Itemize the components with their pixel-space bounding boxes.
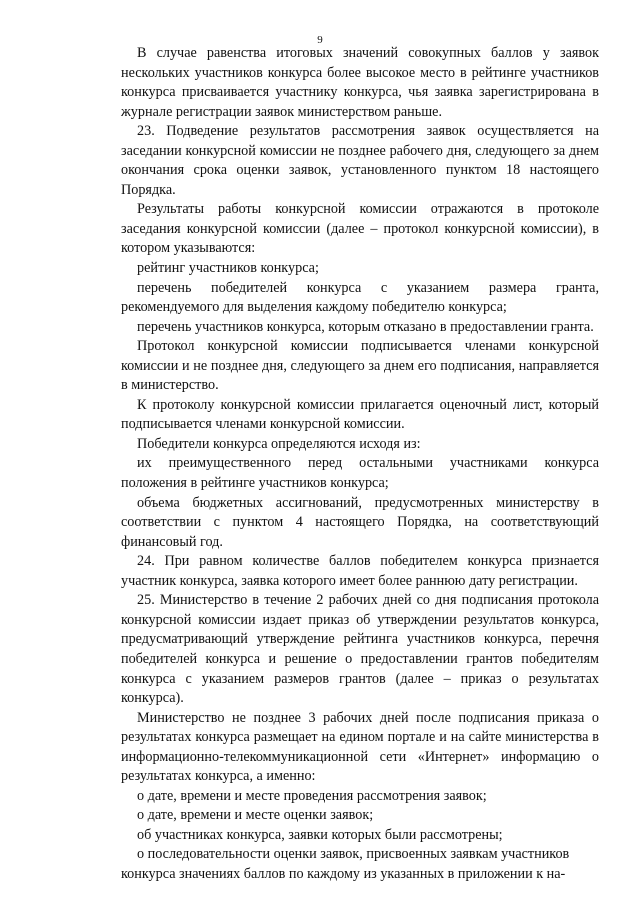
paragraph-list-winners: перечень победителей конкурса с указанием размера гранта, рекомендуемого для выделения каждому победителю конкурса; <box>121 279 599 316</box>
paragraph-item-24: 24. При равном количестве баллов победителем конкурса признается участник конкурса, заявка которого имеет более раннюю дату регистрации. <box>121 553 599 589</box>
paragraph-protocol-results: Результаты работы конкурсной комиссии отражаются в протоколе заседания конкурсной комиссии (далее – протокол конкурсной комиссии), в котором указываются: <box>121 201 599 257</box>
paragraph-list-rating: рейтинг участников конкурса; <box>137 260 319 277</box>
paragraph-item-25: 25. Министерство в течение 2 рабочих дней со дня подписания протокола конкурсной комиссии издает приказ об утверждении результатов конкурса, предусматривающий утверждение рейтинга участников конкурса, перечня победителей конкурса и решение о предоставлении грантов победителям конкурса с указанием размеров грантов (далее – приказ о результатах конкурса). <box>121 592 599 707</box>
paragraph-criteria-rating: их преимущественного перед остальными участниками конкурса положения в рейтинге участников конкурса; <box>121 455 599 492</box>
paragraph-publication: Министерство не позднее 3 рабочих дней после подписания приказа о результатах конкурса размещает на едином портале и на сайте министерства в информационно-телекоммуникационной сети «Интернет» информацию о результатах конкурса, а именно: <box>121 709 599 785</box>
page-number: 9 <box>317 34 323 46</box>
paragraph-item-23: 23. Подведение результатов рассмотрения заявок осуществляется на заседании конкурсной комиссии не позднее рабочего дня, следующего за днем окончания срока оценки заявок, установленного пунктом 18 настоящего Порядка. <box>121 123 599 198</box>
paragraph-info-review: о дате, времени и месте проведения рассмотрения заявок; <box>137 787 487 804</box>
document-body <box>121 44 599 885</box>
paragraph-protocol-signing: Протокол конкурсной комиссии подписывается членами конкурсной комиссии и не позднее дня, следующего за днем его подписания, направляется в министерство. <box>121 338 599 394</box>
paragraph-tie-rule: В случае равенства итоговых значений совокупных баллов у заявок нескольких участников конкурса более высокое место в рейтинге участников конкурса присваивается участнику конкурса, чья заявка зарегистрирована в журнале регистрации заявок министерством раньше. <box>121 45 599 120</box>
paragraph-info-participants: об участниках конкурса, заявки которых были рассмотрены; <box>137 826 503 843</box>
paragraph-evaluation-sheet: К протоколу конкурсной комиссии прилагается оценочный лист, который подписывается членами конкурсной комиссии. <box>121 396 599 433</box>
paragraph-info-sequence-continued: конкурса значениях баллов по каждому из указанных в приложении к на- <box>121 865 566 882</box>
paragraph-info-sequence: о последовательности оценки заявок, присвоенных заявкам участников <box>137 846 570 863</box>
paragraph-winners-criteria: Победители конкурса определяются исходя из: <box>137 435 421 452</box>
paragraph-criteria-budget: объема бюджетных ассигнований, предусмотренных министерству в соответствии с пунктом 4 настоящего Порядка, на соответствующий финансовый год. <box>121 494 599 550</box>
paragraph-info-evaluation: о дате, времени и месте оценки заявок; <box>137 807 374 824</box>
paragraph-list-rejected: перечень участников конкурса, которым отказано в предоставлении гранта. <box>137 318 594 335</box>
